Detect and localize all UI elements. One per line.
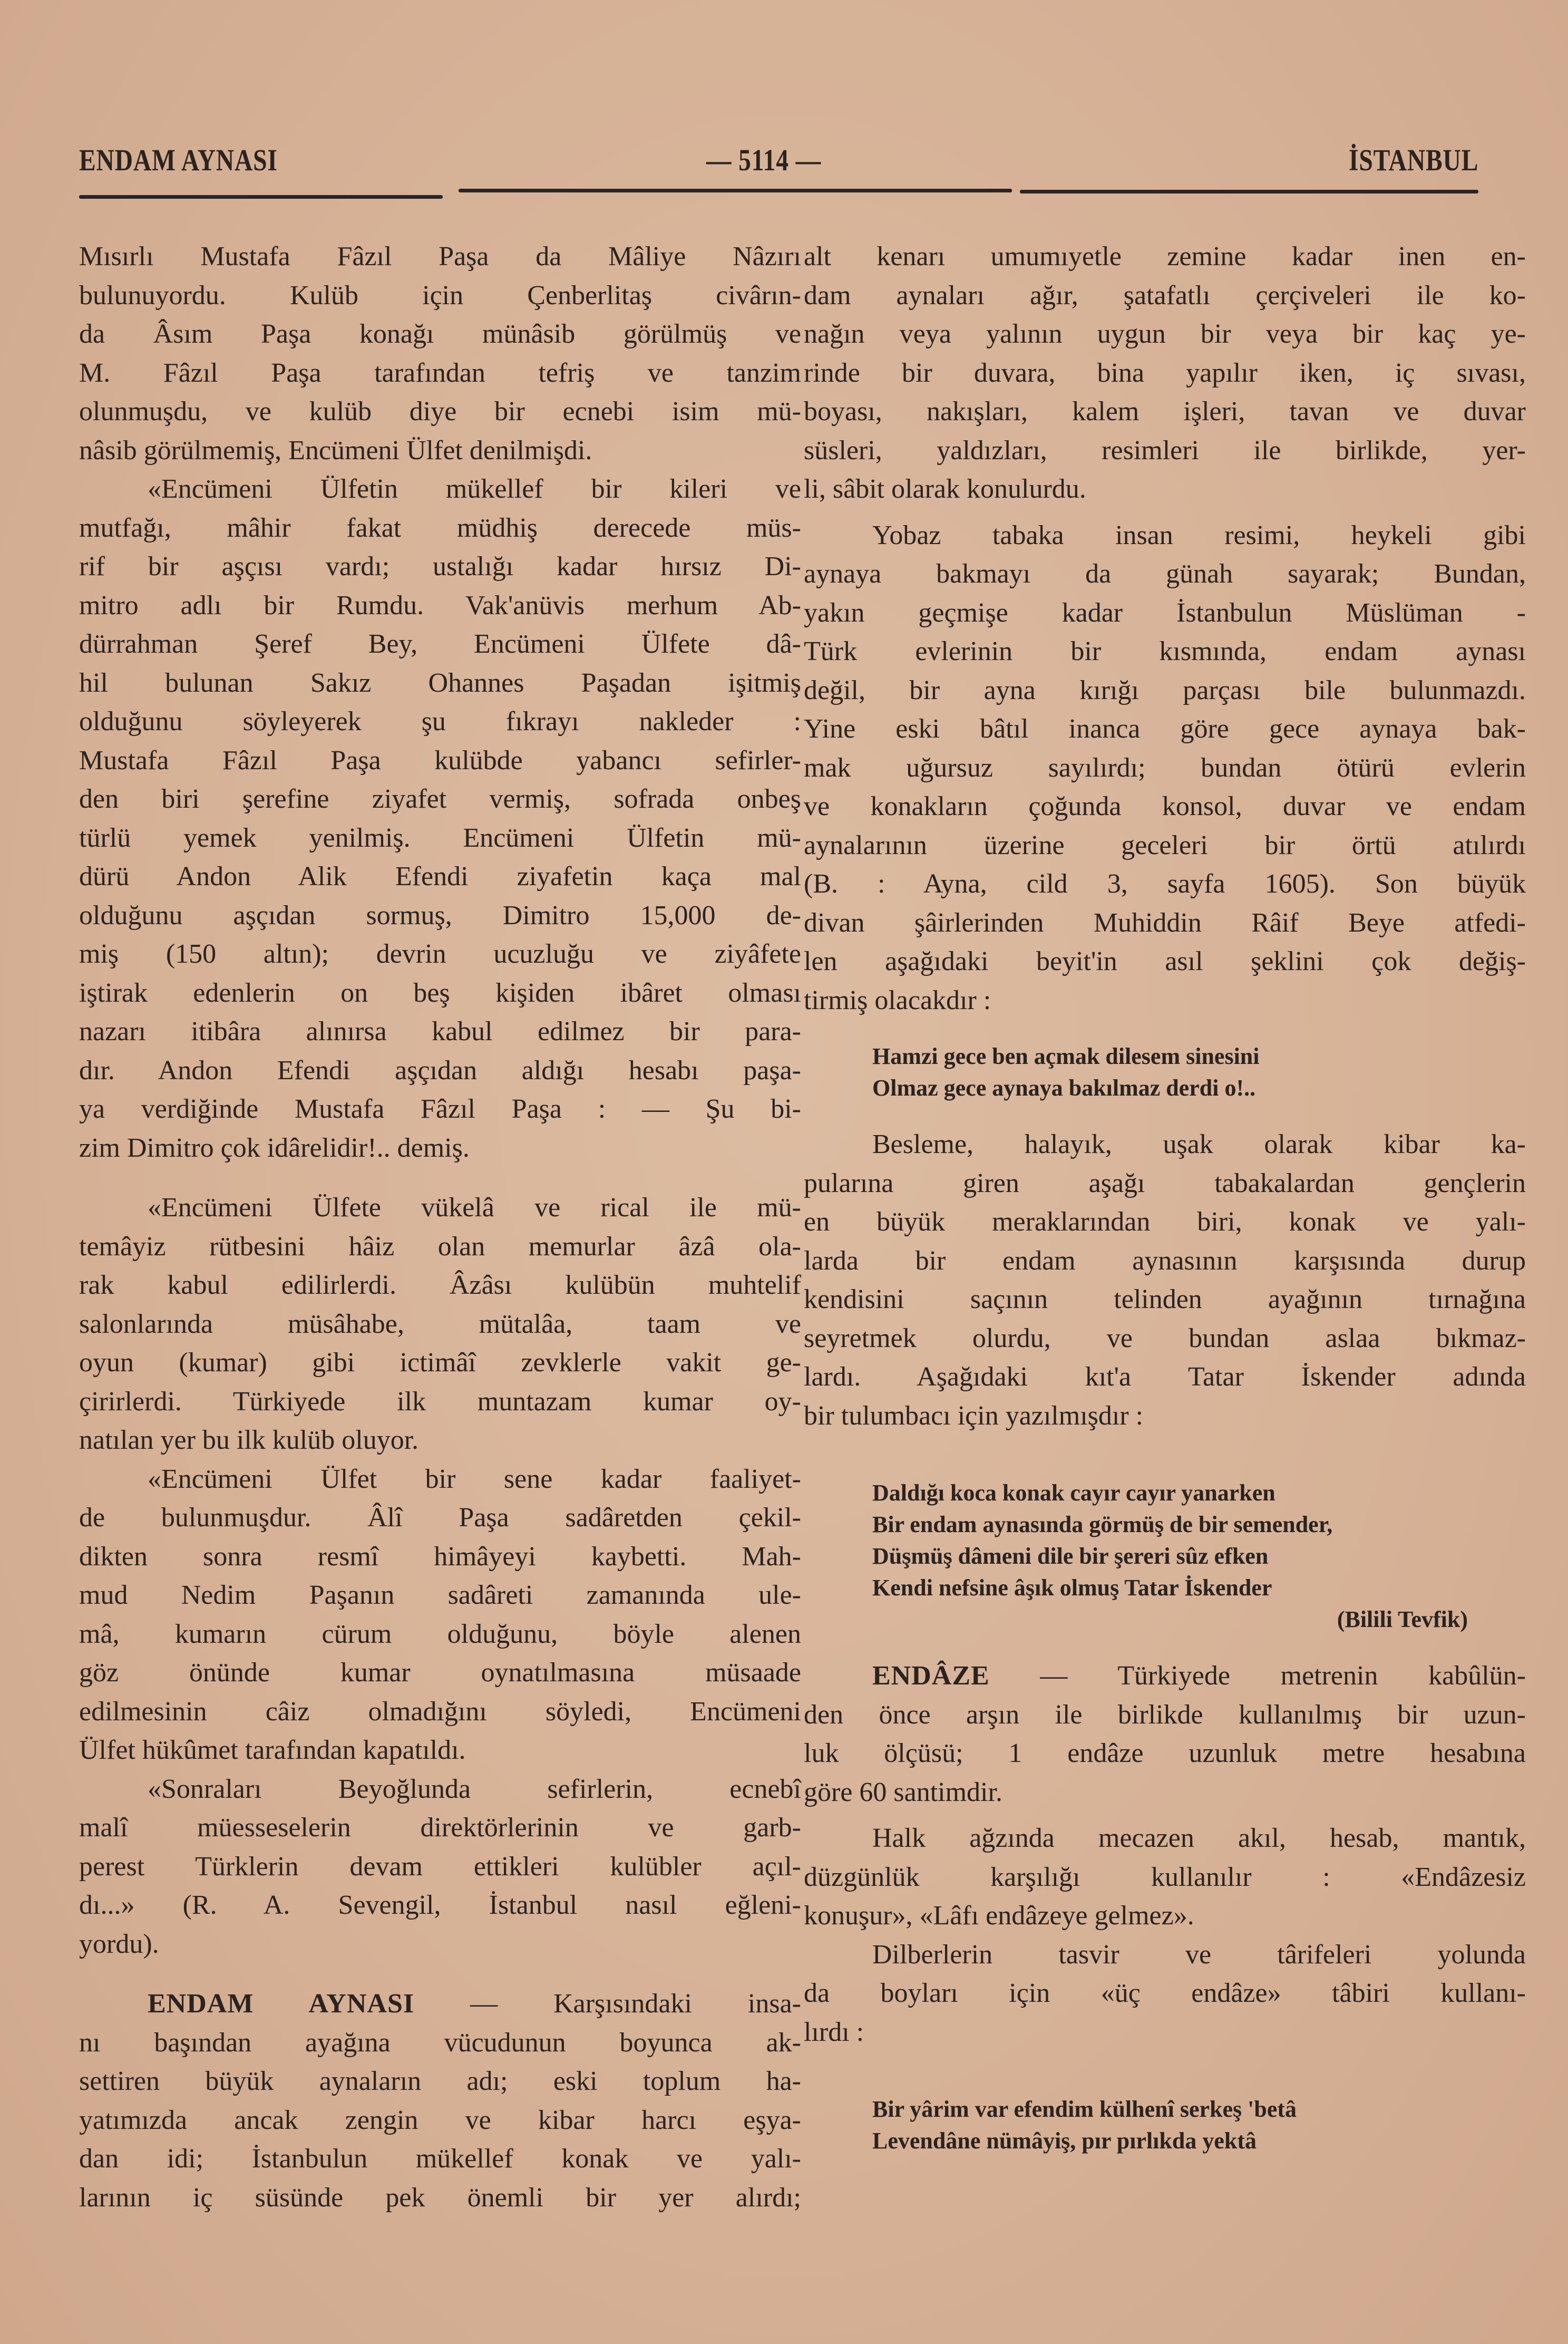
- entry-endaze: [804, 1657, 1526, 1812]
- text-line: perest Türklerin devam ettikleri kulübler açıl-: [79, 1851, 801, 1882]
- text-line: göz önünde kumar oynatılmasına müsaade: [79, 1658, 801, 1688]
- text-line: türlü yemek yenilmiş. Encümeni Ülfetin mü-: [79, 822, 801, 853]
- text-line: divan şâirlerinden Muhiddin Râif Beye atfedi-: [804, 907, 1526, 938]
- text-line: olunmuşdu, ve kulüb diye bir ecnebi isim mü-: [79, 396, 801, 427]
- text-line: Türk evlerinin bir kısmında, endam aynası: [804, 636, 1526, 666]
- text-line: seyretmek olurdu, ve bundan aslaa bıkmaz-: [804, 1323, 1526, 1353]
- header-rule-left: [79, 195, 443, 199]
- text-line: Yobaz tabaka insan resimi, heykeli gibi: [872, 520, 1526, 550]
- text-line: değil, bir ayna kırığı parçası bile bulunmazdı.: [804, 675, 1526, 705]
- entry-first-line: ENDÂZE — Türkiyede metrenin kabûlün-: [872, 1661, 1526, 1691]
- text-line: nazarı itibâra alınırsa kabul edilmez bir para-: [79, 1016, 801, 1047]
- text-line: (B. : Ayna, cild 3, sayfa 1605). Son büyük: [804, 869, 1526, 899]
- text-line: kendisini saçının telinden ayağının tırnağına: [804, 1284, 1526, 1314]
- page-number: — 5114 —: [706, 143, 821, 177]
- text-line: pularına giren aşağı tabakalardan gençlerin: [804, 1168, 1526, 1198]
- right-column: [804, 237, 1526, 2157]
- verse-line: Olmaz gece aynaya bakılmaz derdi o!..: [872, 1075, 1256, 1101]
- verse-beyit: [804, 1041, 1526, 1104]
- text-line: ve konakların çoğunda konsol, duvar ve endam: [804, 791, 1526, 821]
- text-line: yordu).: [79, 1929, 159, 1959]
- text-line: Besleme, halayık, uşak olarak kibar ka-: [872, 1129, 1526, 1159]
- verse-couplet: [804, 2094, 1526, 2157]
- running-head-right: İSTANBUL: [1348, 143, 1478, 177]
- text-line: çirirlerdi. Türkiyede ilk muntazam kumar oy-: [79, 1386, 801, 1417]
- text-line: dürrahman Şeref Bey, Encümeni Ülfete dâ-: [79, 629, 801, 659]
- text-line: malî müesseselerin direktörlerinin ve garb-: [79, 1813, 801, 1843]
- entry-term: ENDAM AYNASI: [148, 1989, 415, 2019]
- entry-term: ENDÂZE: [872, 1661, 990, 1691]
- text-line: yatımızda ancak zengin ve kibar harcı eşya-: [79, 2105, 801, 2135]
- header-rule-center: [459, 189, 1012, 192]
- text-line: konuşur», «Lâfı endâzeye gelmez».: [804, 1901, 1194, 1931]
- text-line: mud Nedim Paşanın sadâreti zamanında ule-: [79, 1580, 801, 1610]
- text-line: göre 60 santimdir.: [804, 1777, 1002, 1807]
- text-line: temâyiz rütbesini hâiz olan memurlar âzâ ola-: [79, 1231, 801, 1262]
- running-head-left: ENDAM AYNASI: [79, 143, 278, 177]
- verse-line: Kendi nefsine âşık olmuş Tatar İskender: [872, 1575, 1272, 1601]
- text-line: miş (150 altın); devrin ucuzluğu ve ziyâfete: [79, 939, 801, 969]
- verse-line: Hamzi gece ben açmak dilesem sinesini: [872, 1043, 1260, 1069]
- text-line: dürü Andon Alik Efendi ziyafetin kaça mal: [79, 861, 801, 892]
- text-line: den önce arşın ile birlikde kullanılmış bir uzun-: [804, 1699, 1526, 1730]
- paragraph: [804, 237, 1526, 509]
- text-line: tirmiş olacakdır :: [804, 985, 991, 1015]
- text-line: salonlarında müsâhabe, mütalâa, taam ve: [79, 1309, 801, 1339]
- text-line: dan idi; İstanbulun mükellef konak ve yalı-: [79, 2144, 801, 2174]
- text-line: luk ölçüsü; 1 endâze uzunluk metre hesabına: [804, 1738, 1526, 1768]
- text-line: Mustafa Fâzıl Paşa kulübde yabancı sefirler-: [79, 745, 801, 776]
- text-line: rif bir aşçısı vardı; ustalığı kadar hırsız Di-: [79, 551, 801, 582]
- text-line: oyun (kumar) gibi ictimâî zevklerle vakit ge-: [79, 1348, 801, 1378]
- text-line: alt kenarı umumıyetle zemine kadar inen en-: [804, 241, 1526, 272]
- verse-attribution: (Bilili Tevfik): [1337, 1606, 1468, 1632]
- text-line: Mısırlı Mustafa Fâzıl Paşa da Mâliye Nâzırı: [79, 241, 801, 272]
- text-line: Ülfet hükûmet tarafından kapatıldı.: [79, 1735, 466, 1765]
- text-line: lardı. Aşağıdaki kıt'a Tatar İskender adında: [804, 1362, 1526, 1392]
- text-line: rak kabul edilirlerdi. Âzâsı kulübün muhtelif: [79, 1270, 801, 1300]
- text-line: natılan yer bu ilk kulüb oluyor.: [79, 1425, 419, 1455]
- entry-first-line: ENDAM AYNASI — Karşısındaki insa-: [148, 1989, 801, 2019]
- paragraph-quote: [79, 1460, 801, 1770]
- text-line: larının iç süsünde pek önemli bir yer alırdı;: [79, 2182, 801, 2213]
- text-line: boyası, nakışları, kalem işleri, tavan ve duvar: [804, 396, 1526, 427]
- text-line: larda bir endam aynasının karşısında durup: [804, 1245, 1526, 1276]
- verse-kita: [804, 1477, 1526, 1604]
- text-line: dikten sonra resmî himâyeyi kaybetti. Mah-: [79, 1541, 801, 1572]
- text-line: nı başından ayağına vücudunun boyunca ak-: [79, 2027, 801, 2058]
- verse-attribution-block: [804, 1604, 1526, 1635]
- paragraph: [804, 516, 1526, 1020]
- verse-line: Düşmüş dâmeni dile bir şereri sûz efken: [872, 1543, 1269, 1569]
- verse-line: Bir endam aynasında görmüş de bir semender,: [872, 1512, 1333, 1537]
- text-line: düzgünlük karşılığı kullanılır : «Endâzesiz: [804, 1862, 1526, 1892]
- text-line: len aşağıdaki beyit'in asıl şeklini çok değiş-: [804, 946, 1526, 976]
- text-line: dam aynaları ağır, şatafatlı çerçiveleri ile ko-: [804, 280, 1526, 311]
- paragraph-quote: [79, 1188, 801, 1460]
- text-line: «Encümeni Ülfet bir sene kadar faaliyet-: [148, 1464, 801, 1494]
- text-line: settiren büyük aynaların adı; eski toplum ha-: [79, 2066, 801, 2096]
- paragraph: [804, 1819, 1526, 1935]
- text-line: «Sonraları Beyoğlunda sefirlerin, ecnebî: [148, 1774, 801, 1804]
- text-line: bulunuyordu. Kulüb için Çenberlitaş civârın-: [79, 280, 801, 311]
- text-line: da boyları için «üç endâze» tâbiri kullanı-: [804, 1978, 1526, 2008]
- text-line: dır. Andon Efendi aşçıdan aldığı hesabı paşa-: [79, 1055, 801, 1086]
- paragraph-quote: [79, 1770, 801, 1964]
- paragraph: [79, 237, 801, 470]
- paragraph: [804, 1125, 1526, 1435]
- text-line: en büyük meraklarından biri, konak ve yalı-: [804, 1207, 1526, 1237]
- text-line: Yine eski bâtıl inanca göre gece aynaya bak-: [804, 714, 1526, 744]
- text-line: aynalarının üzerine geceleri bir örtü atılırdı: [804, 830, 1526, 860]
- verse-line: Bir yârim var efendim külhenî serkeş 'betâ: [872, 2096, 1297, 2122]
- text-line: süsleri, yaldızları, resimleri ile birlikde, yer-: [804, 435, 1526, 466]
- text-line: de bulunmuşdur. Âlî Paşa sadâretden çekil-: [79, 1503, 801, 1533]
- text-line: aynaya bakmayı da günah sayarak; Bundan,: [804, 559, 1526, 589]
- text-line: ya verdiğinde Mustafa Fâzıl Paşa : — Şu bi-: [79, 1094, 801, 1124]
- text-line: Halk ağzında mecazen akıl, hesab, mantık,: [872, 1823, 1526, 1853]
- text-line: nağın veya yalının uygun bir veya bir kaç ye-: [804, 319, 1526, 349]
- text-line: olduğunu aşçıdan sormuş, Dimitro 15,000 de-: [79, 900, 801, 931]
- text-line: li, sâbit olarak konulurdu.: [804, 474, 1086, 504]
- text-line: rinde bir duvara, bina yapılır iken, iç sıvası,: [804, 357, 1526, 388]
- text-line: mutfağı, mâhir fakat müdhiş derecede müs-: [79, 512, 801, 543]
- page-header: [79, 142, 1478, 200]
- verse-line: Daldığı koca konak cayır cayır yanarken: [872, 1480, 1275, 1506]
- text-line: dı...» (R. A. Sevengil, İstanbul nasıl eğleni-: [79, 1890, 801, 1920]
- text-line: iştirak edenlerin on beş kişiden ibâret olması: [79, 977, 801, 1008]
- text-line: mak uğursuz sayılırdı; bundan ötürü evlerin: [804, 752, 1526, 783]
- text-line: bir tulumbacı için yazılmışdır :: [804, 1400, 1144, 1431]
- text-line: hil bulunan Sakız Ohannes Paşadan işitmiş: [79, 667, 801, 698]
- text-line: den biri şerefine ziyafet vermiş, sofrada onbeş: [79, 784, 801, 814]
- text-line: nâsib görülmemiş, Encümeni Ülfet denilmişdi.: [79, 435, 592, 466]
- text-line: zim Dimitro çok idârelidir!.. demiş.: [79, 1132, 470, 1163]
- left-column: [79, 237, 801, 2217]
- header-rule-right: [1020, 190, 1478, 193]
- text-line: «Encümeni Ülfete vükelâ ve rical ile mü-: [148, 1193, 801, 1223]
- paragraph: [804, 1935, 1526, 2052]
- text-line: olduğunu söyleyerek şu fıkrayı nakleder :: [79, 706, 801, 737]
- text-line: «Encümeni Ülfetin mükellef bir kileri ve: [148, 474, 801, 504]
- text-line: yakın geçmişe kadar İstanbulun Müslüman -: [804, 597, 1526, 628]
- verse-line: Levendâne nümâyiş, pır pırlıkda yektâ: [872, 2128, 1257, 2154]
- text-line: mitro adlı bir Rumdu. Vak'anüvis merhum Ab-: [79, 590, 801, 621]
- paragraph-quote: [79, 470, 801, 1167]
- text-line: M. Fâzıl Paşa tarafından tefriş ve tanzim: [79, 357, 801, 388]
- text-line: edilmesinin câiz olmadığını söyledi, Encümeni: [79, 1696, 801, 1727]
- text-line: da Âsım Paşa konağı münâsib görülmüş ve: [79, 319, 801, 349]
- text-line: mâ, kumarın cürum olduğunu, böyle alenen: [79, 1619, 801, 1649]
- text-line: lırdı :: [804, 2017, 864, 2047]
- text-line: Dilberlerin tasvir ve târifeleri yolunda: [872, 1939, 1526, 1970]
- entry-endam-aynasi: [79, 1984, 801, 2217]
